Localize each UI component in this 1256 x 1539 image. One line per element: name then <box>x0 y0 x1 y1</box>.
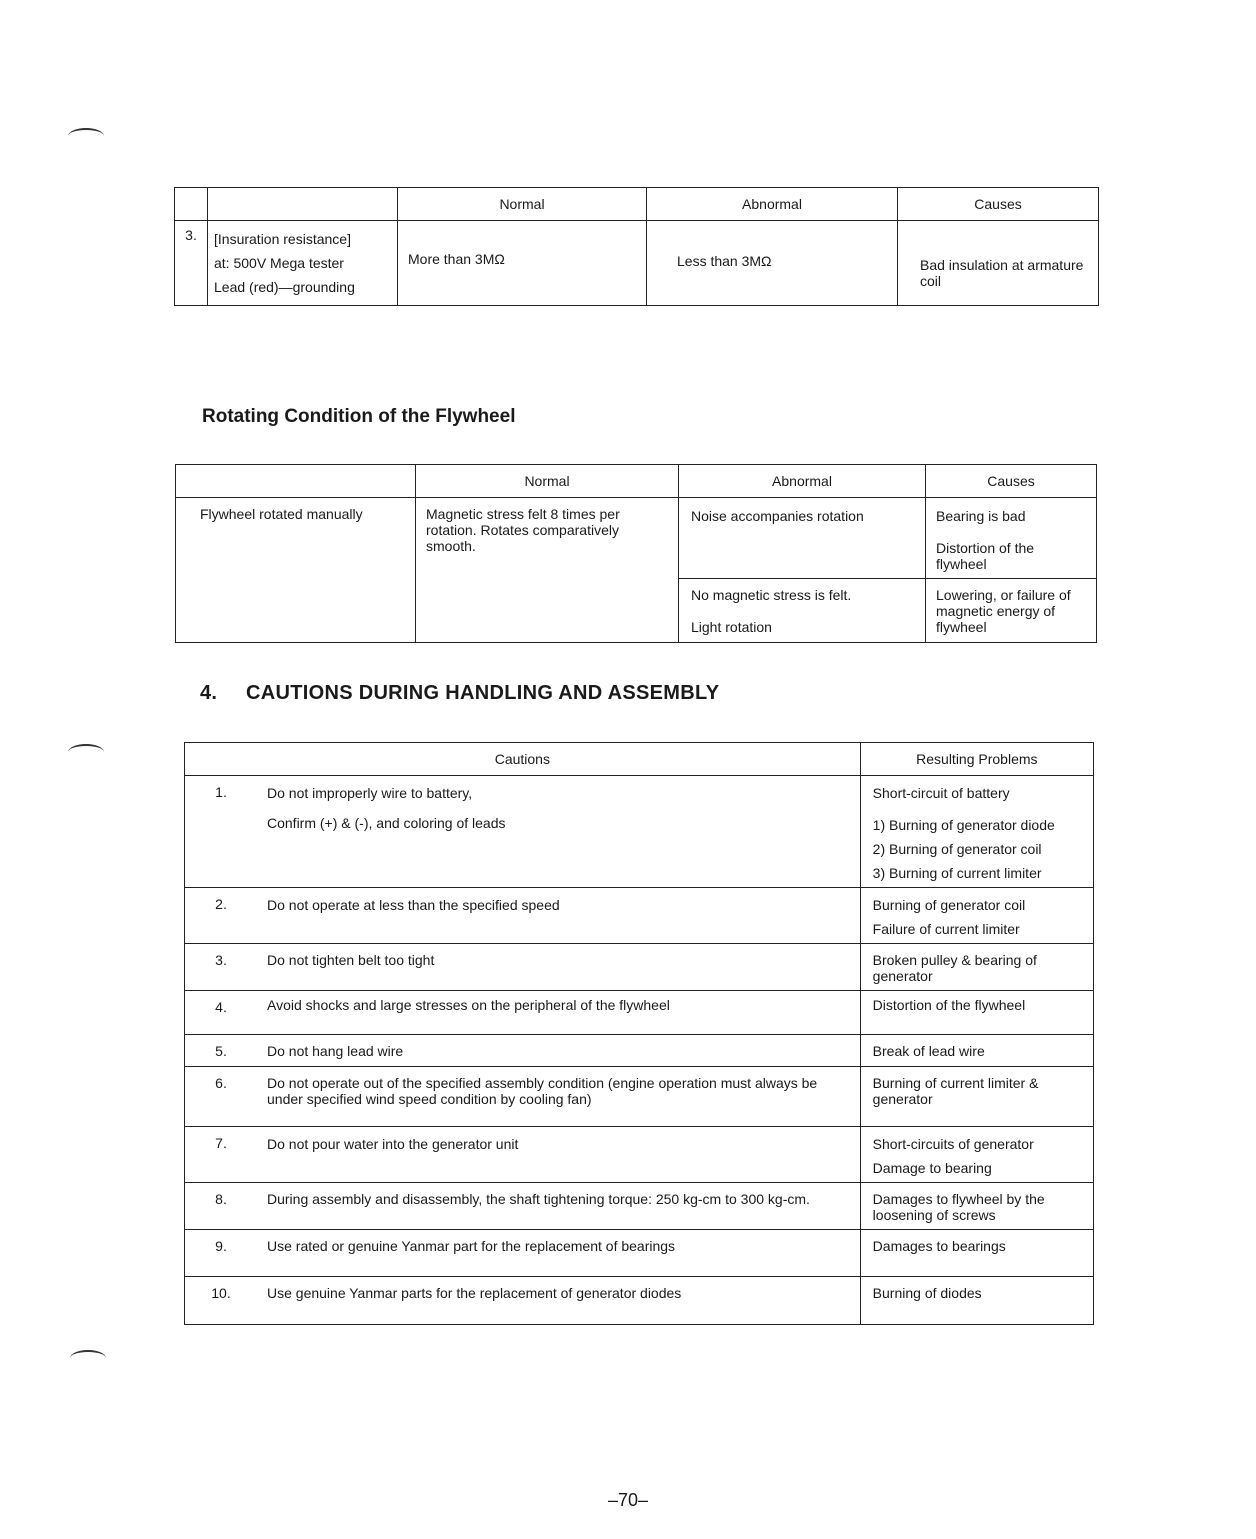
row-number: 7. <box>185 1127 258 1183</box>
row-number: 2. <box>185 888 258 944</box>
problem-text: Burning of current limiter & generator <box>860 1067 1093 1127</box>
problem-text <box>860 776 1093 888</box>
insulation-table <box>174 187 1099 306</box>
header-normal: Normal <box>398 188 647 221</box>
table-row <box>185 1035 1094 1067</box>
header-normal: Normal <box>416 465 679 498</box>
abnormal-line: No magnetic stress is felt. <box>691 587 852 603</box>
caution-text: Use rated or genuine Yanmar part for the replacement of bearings <box>257 1230 860 1277</box>
cause-line: Lowering, or failure of magnetic energy of flywheel <box>936 587 1071 635</box>
table-header-row <box>176 465 1097 498</box>
problem-line: Burning of generator coil <box>872 897 1026 913</box>
flywheel-normal: Magnetic stress felt 8 times per rotation. Rotates comparatively smooth. <box>416 498 679 643</box>
table-header-row <box>175 188 1099 221</box>
normal-value: More than 3MΩ <box>398 221 647 306</box>
row-number: 8. <box>185 1183 258 1230</box>
problem-line: Short-circuit of battery <box>872 785 1010 801</box>
row-number: 4. <box>185 991 258 1035</box>
abnormal-line: Light rotation <box>691 619 772 635</box>
table-row <box>185 1183 1094 1230</box>
cause-line: Bearing is bad <box>936 508 1026 524</box>
abnormal-value: Less than 3MΩ <box>647 221 898 306</box>
table-row <box>185 776 1094 888</box>
table-row <box>185 888 1094 944</box>
table-row <box>185 1277 1094 1325</box>
problem-line: 2) Burning of generator coil <box>872 841 1042 857</box>
caution-text: Use genuine Yanmar parts for the replacement of generator diodes <box>257 1277 860 1325</box>
table-row <box>185 1230 1094 1277</box>
flywheel-item: Flywheel rotated manually <box>176 498 416 643</box>
caution-text <box>257 1127 860 1183</box>
table-header-row <box>185 743 1094 776</box>
section-heading <box>200 682 719 705</box>
problem-text: Distortion of the flywheel <box>860 991 1093 1035</box>
table-row <box>185 1127 1094 1183</box>
flywheel-table <box>175 464 1097 643</box>
header-abnormal: Abnormal <box>679 465 926 498</box>
header-causes: Causes <box>926 465 1097 498</box>
section-number: 4. <box>200 682 218 704</box>
header-causes: Causes <box>898 188 1099 221</box>
flywheel-abnormal <box>679 579 926 643</box>
test-item <box>208 221 398 306</box>
test-item-line: Lead (red)—grounding <box>214 279 355 295</box>
caution-text: Avoid shocks and large stresses on the peripheral of the flywheel <box>257 991 860 1035</box>
row-number: 5. <box>185 1035 258 1067</box>
cautions-table <box>184 742 1094 1325</box>
page-number: –70– <box>608 1490 649 1510</box>
problem-text: Break of lead wire <box>860 1035 1093 1067</box>
row-number: 3. <box>175 221 208 306</box>
table-row <box>176 498 1097 579</box>
caution-line: Confirm (+) & (-), and coloring of leads <box>267 815 506 831</box>
row-number: 10. <box>185 1277 258 1325</box>
row-number: 9. <box>185 1230 258 1277</box>
problem-line: 3) Burning of current limiter <box>872 865 1042 881</box>
table-row <box>185 944 1094 991</box>
flywheel-abnormal <box>679 498 926 579</box>
table-row <box>175 221 1099 306</box>
header-num <box>175 188 208 221</box>
problem-text: Burning of diodes <box>860 1277 1093 1325</box>
row-number: 6. <box>185 1067 258 1127</box>
section-title: CAUTIONS DURING HANDLING AND ASSEMBLY <box>246 682 720 704</box>
header-problems: Resulting Problems <box>860 743 1093 776</box>
problem-line: 1) Burning of generator diode <box>872 817 1055 833</box>
problem-text <box>860 888 1093 944</box>
test-item-line: [Insuration resistance] <box>214 231 351 247</box>
caution-text <box>257 888 860 944</box>
problem-text: Damages to bearings <box>860 1230 1093 1277</box>
cause-line: Distortion of the flywheel <box>936 540 1035 572</box>
row-number: 3. <box>185 944 258 991</box>
flywheel-causes <box>926 579 1097 643</box>
problem-line: Short-circuits of generator <box>872 1136 1034 1152</box>
header-abnormal: Abnormal <box>647 188 898 221</box>
row-number: 1. <box>185 776 258 888</box>
abnormal-line: Noise accompanies rotation <box>691 508 864 524</box>
binder-hole-decoration <box>68 128 104 144</box>
problem-text: Damages to flywheel by the loosening of screws <box>860 1183 1093 1230</box>
caution-text: Do not hang lead wire <box>257 1035 860 1067</box>
caution-text <box>257 776 860 888</box>
caution-text: Do not tighten belt too tight <box>257 944 860 991</box>
problem-text: Broken pulley & bearing of generator <box>860 944 1093 991</box>
caution-line: Do not operate at less than the specified speed <box>267 897 560 913</box>
problem-line: Failure of current limiter <box>872 921 1020 937</box>
caution-text: Do not operate out of the specified assembly condition (engine operation must always be under specified wind speed condition by cooling fan) <box>257 1067 860 1127</box>
causes-value: Bad insulation at armature coil <box>898 221 1099 306</box>
binder-hole-decoration <box>70 1350 106 1366</box>
caution-text: During assembly and disassembly, the shaft tightening torque: 250 kg-cm to 300 kg-cm. <box>257 1183 860 1230</box>
flywheel-section-title: Rotating Condition of the Flywheel <box>202 406 516 427</box>
caution-line: Do not pour water into the generator unit <box>267 1136 519 1152</box>
header-item <box>176 465 416 498</box>
table-row <box>185 991 1094 1035</box>
header-cautions: Cautions <box>185 743 861 776</box>
header-item <box>208 188 398 221</box>
binder-hole-decoration <box>68 744 104 760</box>
caution-line: Do not improperly wire to battery, <box>267 785 473 801</box>
flywheel-causes <box>926 498 1097 579</box>
problem-line: Damage to bearing <box>872 1160 992 1176</box>
test-item-line: at: 500V Mega tester <box>214 255 344 271</box>
problem-text <box>860 1127 1093 1183</box>
table-row <box>185 1067 1094 1127</box>
